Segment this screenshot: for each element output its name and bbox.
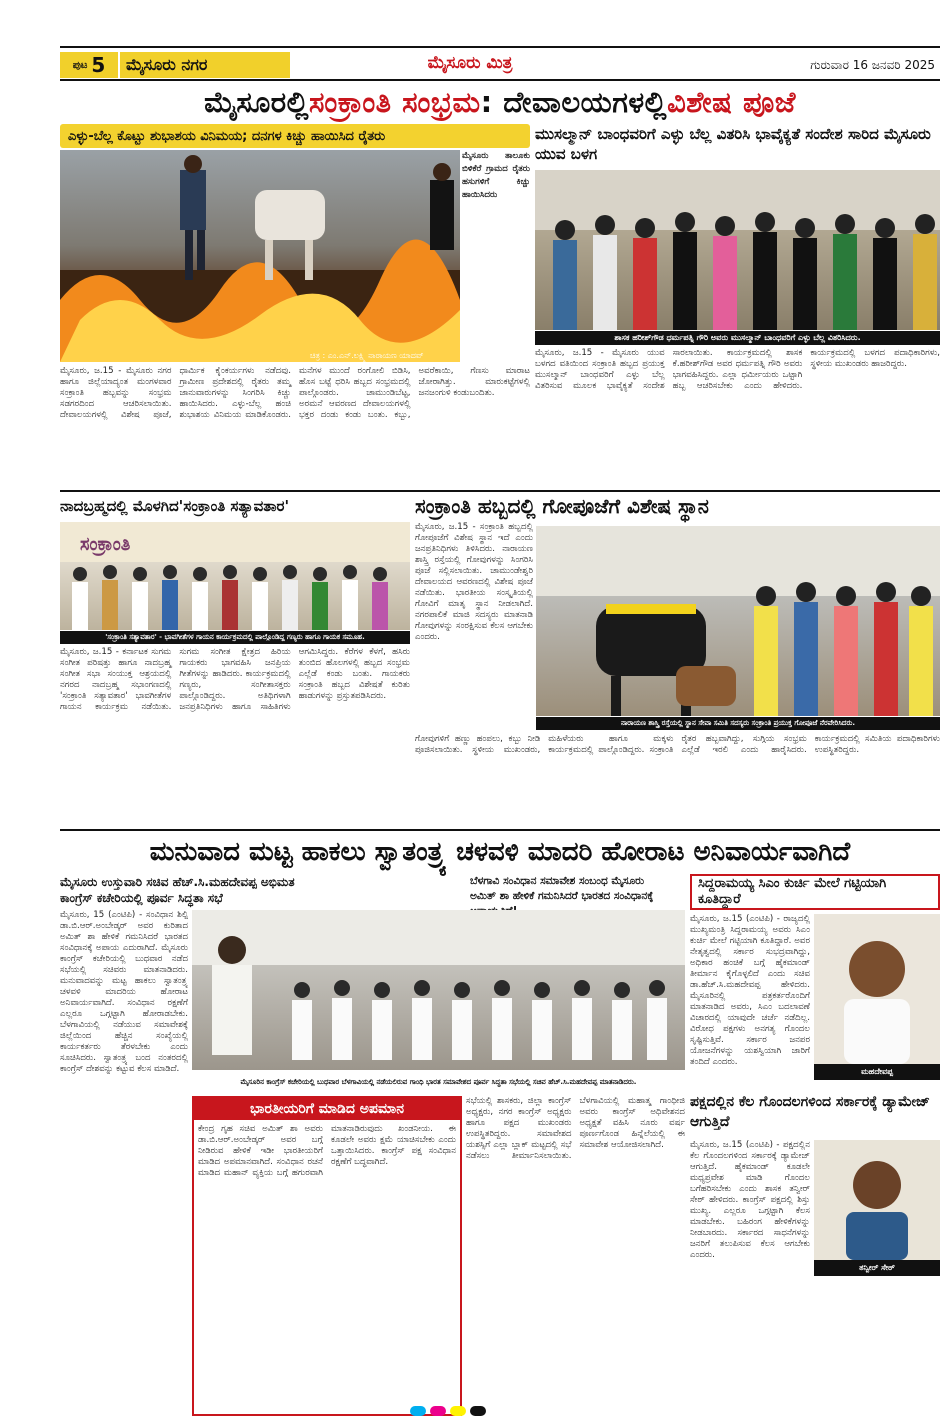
- portrait-illustration: [814, 1140, 940, 1260]
- story5-headline: ಮನುವಾದ ಮಟ್ಟ ಹಾಕಲು ಸ್ವಾತಂತ್ರ್ಯ ಚಳವಳಿ ಮಾದರಿ ಹೋರಾಟ ಅನಿವಾರ್ಯವಾಗಿದೆ: [149, 836, 851, 867]
- yuva-balaga-photo: [535, 170, 940, 330]
- headline-part: : ದೇವಾಲಯಗಳಲ್ಲಿ: [480, 84, 668, 119]
- tanveer-portrait: [814, 1140, 940, 1260]
- page-headline: [60, 82, 940, 122]
- section-name: ಮೈಸೂರು ನಗರ: [120, 52, 290, 78]
- issue-date: ಗುರುವಾರ 16 ಜನವರಿ 2025: [810, 57, 935, 72]
- photo-credit: ಚಿತ್ರ : ಎಂ.ಎನ್.ಲಕ್ಷ್ಮಿ ನಾರಾಯಣ ಯಾದವ್: [310, 351, 424, 360]
- story3-headline-b: 'ಸಂಕ್ರಾಂತಿ ಸತ್ಯಾವತಾರ': [178, 497, 290, 515]
- cow-puja-illustration: [536, 526, 940, 716]
- story4-caption: ನಾರಾಯಣ ಶಾಸ್ತ್ರಿ ರಸ್ತೆಯಲ್ಲಿ ಸ್ಥಾನ ಸೇವಾ ಸಮಿತಿ ಸದಸ್ಯರು ಸಂಕ್ರಾಂತಿ ಪ್ರಯುಕ್ತ ಗೋಪೂಜೆ ನೆರವೇರಿಸಿದರು.: [536, 717, 940, 730]
- magenta-swatch: [430, 1406, 446, 1416]
- story5-body-left: ಮೈಸೂರು, 15 (ಎಂಟಿಪಿ) - ಸಂವಿಧಾನ ಶಿಲ್ಪಿ ಡಾ.ಬಿ.ಆರ್.ಅಂಬೇಡ್ಕರ್ ಅವರ ಕುರಿತಾದ ಅಮಿತ್ ಶಾ ಹೇಳಿಕೆ ಗಮನಿಸಿದರೆ ಭಾರತದ ಸಂವಿಧಾನಕ್ಕೆ ಅಪಾಯ ಎದುರಾಗಿದೆ. ಮೈಸೂರು ಕಾಂಗ್ರೆಸ್ ಕಚೇರಿಯಲ್ಲಿ ಬುಧವಾರ ನಡೆದ ಸಭೆಯಲ್ಲಿ ಸಚಿವರು ಮಾತನಾಡಿದರು. ಮನುವಾದವನ್ನು ಮಟ್ಟ ಹಾಕಲು ಸ್ವಾತಂತ್ರ್ಯ ಚಳವಳಿ ಮಾದರಿಯ ಹೋರಾಟ ಅನಿವಾರ್ಯವಾಗಿದೆ. ಸಂವಿಧಾನ ರಕ್ಷಣೆಗೆ ಎಲ್ಲರೂ ಒಗ್ಗಟ್ಟಾಗಿ ಹೋರಾಡಬೇಕು. ಬೆಳಗಾವಿಯಲ್ಲಿ ನಡೆಯುವ ಸಮಾವೇಶಕ್ಕೆ ಜಿಲ್ಲೆಯಿಂದ ಹೆಚ್ಚಿನ ಸಂಖ್ಯೆಯಲ್ಲಿ ಕಾರ್ಯಕರ್ತರು ತೆರಳಬೇಕು ಎಂದು ಸೂಚಿಸಿದರು. ಸ್ವಾತಂತ್ರ್ಯ ಬಂದ ನಂತರದಲ್ಲಿ ಕಾಂಗ್ರೆಸ್ ದೇಶವನ್ನು ಕಟ್ಟುವ ಕೆಲಸ ಮಾಡಿದೆ.: [60, 910, 188, 1074]
- gopooje-photo: [536, 526, 940, 716]
- story5-sub2: ಬೆಳಗಾವಿ ಸಂವಿಧಾನ ಸಮಾವೇಶ ಸಂಬಂಧ ಮೈಸೂರು: [470, 875, 645, 887]
- story4-headline: ಸಂಕ್ರಾಂತಿ ಹಬ್ಬದಲ್ಲಿ ಗೋಪೂಜೆಗೆ ವಿಶೇಷ ಸ್ಥಾನ: [415, 494, 709, 518]
- story1-body: ಮೈಸೂರು, ಜ.15 - ಮೈಸೂರು ನಗರ ಹಾಗೂ ಜಿಲ್ಲೆಯಾದ್ಯಂತ ಮಂಗಳವಾರ ಸಂಕ್ರಾಂತಿ ಹಬ್ಬವನ್ನು ಸಂಭ್ರಮ ಸಡಗರದಿಂದ ಆಚರಿಸಲಾಯಿತು. ದೇವಾಲಯಗಳಲ್ಲಿ ವಿಶೇಷ ಪೂಜೆ, ಧಾರ್ಮಿಕ ಕೈಂಕರ್ಯಗಳು ನಡೆದವು. ಗ್ರಾಮೀಣ ಪ್ರದೇಶದಲ್ಲಿ ರೈತರು ತಮ್ಮ ಜಾನುವಾರುಗಳನ್ನು ಸಿಂಗರಿಸಿ ಕಿಚ್ಚು ಹಾಯಿಸಿದರು. ಎಳ್ಳು-ಬೆಲ್ಲ ಹಂಚಿ ಶುಭಾಶಯ ವಿನಿಮಯ ಮಾಡಿಕೊಂಡರು. ಮನೆಗಳ ಮುಂದೆ ರಂಗೋಲಿ ಬಿಡಿಸಿ, ಹೊಸ ಬಟ್ಟೆ ಧರಿಸಿ ಹಬ್ಬದ ಸಂಭ್ರಮದಲ್ಲಿ ಪಾಲ್ಗೊಂಡರು. ಚಾಮುಂಡಿಬೆಟ್ಟ, ಅರಮನೆ ಆವರಣದ ದೇವಾಲಯಗಳಲ್ಲಿ ಭಕ್ತರ ದಂಡು ಕಂಡು ಬಂತು. ಕಬ್ಬು, ಅವರೆಕಾಯಿ, ಗೆಣಸು ಮಾರಾಟ ಜೋರಾಗಿತ್ತು. ಮಾರುಕಟ್ಟೆಗಳಲ್ಲಿ ಜನಜಂಗುಳಿ ಕಂಡುಬಂದಿತು.: [60, 366, 530, 420]
- page-label: ಪುಟ: [72, 59, 88, 71]
- story1-side-caption: ಮೈಸೂರು ತಾಲೂಕು ಬಿಳಿಕೆರೆ ಗ್ರಾಮದ ರೈತರು ಹಸುಗಳಿಗೆ ಕಿಚ್ಚು ಹಾಯಿಸಿದರು: [462, 151, 530, 200]
- fire-festival-photo: [60, 150, 460, 362]
- story5-sub4: ಅಮಿತ್ ಶಾ ಹೇಳಿಕೆ ಗಮನಿಸಿದರೆ ಭಾರತದ ಸಂವಿಧಾನಕ್ಕೆ: [470, 890, 654, 902]
- congress-meeting-photo: [192, 910, 685, 1070]
- fire-festival-illustration: [60, 150, 460, 362]
- story3-headline: [60, 492, 410, 520]
- story2-body: ಮೈಸೂರು, ಜ.15 - ಮೈಸೂರು ಯುವ ಬಳಗದ ವತಿಯಿಂದ ಸಂಕ್ರಾಂತಿ ಹಬ್ಬದ ಪ್ರಯುಕ್ತ ಮುಸಲ್ಮಾನ್ ಬಾಂಧವರಿಗೆ ಎಳ್ಳು ಬೆಲ್ಲ ವಿತರಿಸುವ ಮೂಲಕ ಭಾವೈಕ್ಯತೆ ಸಂದೇಶ ಸಾರಲಾಯಿತು. ಕಾರ್ಯಕ್ರಮದಲ್ಲಿ ಶಾಸಕ ಕೆ.ಹರೀಶ್‌ಗೌಡ ಅವರ ಧರ್ಮಪತ್ನಿ ಗೌರಿ ಅವರು ಭಾಗವಹಿಸಿದ್ದರು. ಎಲ್ಲಾ ಧರ್ಮೀಯರು ಒಟ್ಟಾಗಿ ಹಬ್ಬ ಆಚರಿಸಬೇಕು ಎಂದು ಹೇಳಿದರು. ಕಾರ್ಯಕ್ರಮದಲ್ಲಿ ಬಳಗದ ಪದಾಧಿಕಾರಿಗಳು, ಸ್ಥಳೀಯ ಮುಖಂಡರು ಹಾಜರಿದ್ದರು.: [535, 348, 940, 391]
- story5-sub3: ಕಾಂಗ್ರೆಸ್ ಕಚೇರಿಯಲ್ಲಿ ಪೂರ್ವ ಸಿದ್ಧತಾ ಸಭೆ: [60, 891, 223, 905]
- page-number: [60, 52, 118, 78]
- headline-part: ವಿಶೇಷ ಪೂಜೆ: [667, 84, 796, 119]
- black-swatch: [470, 1406, 486, 1416]
- story5-caption: ಮೈಸೂರಿನ ಕಾಂಗ್ರೆಸ್ ಕಚೇರಿಯಲ್ಲಿ ಬುಧವಾರ ಬೆಳಗಾವಿಯಲ್ಲಿ ನಡೆಯಲಿರುವ ಗಾಂಧಿ ಭಾರತ ಸಮಾವೇಶದ ಪೂರ್ವ ಸಿದ್ಧತಾ ಸಭೆಯಲ್ಲಿ ಸಚಿವ ಹೆಚ್.ಸಿ.ಮಹದೇವಪ್ಪ ಮಾತನಾಡಿದರು.: [240, 1078, 637, 1086]
- banner-text: ಸಂಕ್ರಾಂತಿ: [80, 534, 131, 555]
- story5-subhead-right: [470, 874, 685, 906]
- story1-kicker: ಎಳ್ಳು-ಬೆಲ್ಲ ಕೊಟ್ಟು ಶುಭಾಶಯ ವಿನಿಮಯ; ದನಗಳ ಕಿಚ್ಚು ಹಾಯಿಸಿದ ರೈತರು: [60, 124, 530, 148]
- story3-headline-a: ನಾದಬ್ರಹ್ಮದಲ್ಲಿ ಮೊಳಗಿದ: [60, 497, 179, 515]
- tanveer-name: ತನ್ವೀರ್ ಸೇಠ್: [814, 1260, 940, 1276]
- mahadevappa-portrait: [814, 914, 940, 1064]
- story6-headline: ಸಿದ್ದರಾಮಯ್ಯ ಸಿಎಂ ಕುರ್ಚಿ ಮೇಲೆ ಗಟ್ಟಿಯಾಗಿ ಕೂತಿದ್ದಾರೆ: [690, 874, 940, 910]
- masthead: [0, 0, 945, 80]
- concert-illustration: [60, 522, 410, 630]
- story3-body: ಮೈಸೂರು, ಜ.15 - ಕರ್ನಾಟಕ ಸುಗಮ ಸಂಗೀತ ಪರಿಷತ್ತು ಹಾಗೂ ನಾದಬ್ರಹ್ಮ ಸಂಗೀತ ಸಭಾ ಸಂಯುಕ್ತ ಆಶ್ರಯದಲ್ಲಿ ನಗರದ ನಾದಬ್ರಹ್ಮ ಸಭಾಂಗಣದಲ್ಲಿ 'ಸಂಕ್ರಾಂತಿ ಸತ್ಯಾವತಾರ' ಭಾವಗೀತೆಗಳ ಗಾಯನ ಕಾರ್ಯಕ್ರಮ ನಡೆಯಿತು. ಸುಗಮ ಸಂಗೀತ ಕ್ಷೇತ್ರದ ಹಿರಿಯ ಗಾಯಕರು ಭಾಗವಹಿಸಿ ಜನಪ್ರಿಯ ಗೀತೆಗಳನ್ನು ಹಾಡಿದರು. ಕಾರ್ಯಕ್ರಮದಲ್ಲಿ ಗಣ್ಯರು, ಸಂಗೀತಾಸಕ್ತರು ಪಾಲ್ಗೊಂಡಿದ್ದರು. ಅತಿಥಿಗಳಾಗಿ ಜನಪ್ರತಿನಿಧಿಗಳು ಹಾಗೂ ಸಾಹಿತಿಗಳು ಆಗಮಿಸಿದ್ದರು. ಕೆರೆಗಳ ಕೆಳಗೆ, ಹಸಿರು ತುಂಬಿದ ಹೊಲಗಳಲ್ಲಿ ಹಬ್ಬದ ಸಂಭ್ರಮ ಎಲ್ಲೆಡೆ ಕಂಡು ಬಂತು. ಗಾಯಕರು ಸಂಕ್ರಾಂತಿ ಹಬ್ಬದ ವಿಶೇಷತೆ ಕುರಿತು ಹಾಡುಗಳನ್ನು ಪ್ರಸ್ತುತಪಡಿಸಿದರು.: [60, 647, 410, 712]
- yellow-swatch: [450, 1406, 466, 1416]
- story5-body-mid: ಸಭೆಯಲ್ಲಿ ಶಾಸಕರು, ಜಿಲ್ಲಾ ಕಾಂಗ್ರೆಸ್ ಅಧ್ಯಕ್ಷರು, ನಗರ ಕಾಂಗ್ರೆಸ್ ಅಧ್ಯಕ್ಷರು ಹಾಗೂ ಪಕ್ಷದ ಮುಖಂಡರು ಉಪಸ್ಥಿತರಿದ್ದರು. ಸಮಾವೇಶದ ಯಶಸ್ಸಿಗೆ ಎಲ್ಲಾ ಬ್ಲಾಕ್ ಮಟ್ಟದಲ್ಲಿ ಸಭೆ ನಡೆಸಲು ತೀರ್ಮಾನಿಸಲಾಯಿತು. ಬೆಳಗಾವಿಯಲ್ಲಿ ಮಹಾತ್ಮ ಗಾಂಧೀಜಿ ಅವರು ಕಾಂಗ್ರೆಸ್ ಅಧಿವೇಶನದ ಅಧ್ಯಕ್ಷತೆ ವಹಿಸಿ ನೂರು ವರ್ಷ ಪೂರ್ಣಗೊಂಡ ಹಿನ್ನೆಲೆಯಲ್ಲಿ ಈ ಸಮಾವೇಶ ಆಯೋಜಿಸಲಾಗಿದೆ.: [466, 1096, 685, 1161]
- story2-caption: ಶಾಸಕ ಹರೀಶ್‌ಗೌಡ ಧರ್ಮಪತ್ನಿ ಗೌರಿ ಅವರು ಮುಸಲ್ಮಾನ್ ಬಾಂಧವರಿಗೆ ಎಳ್ಳು ಬೆಲ್ಲ ವಿತರಿಸಿದರು.: [535, 331, 940, 345]
- cyan-swatch: [410, 1406, 426, 1416]
- page-no: 5: [91, 53, 106, 77]
- story4-body-left: ಮೈಸೂರು, ಜ.15 - ಸಂಕ್ರಾಂತಿ ಹಬ್ಬದಲ್ಲಿ ಗೋಪೂಜೆಗೆ ವಿಶೇಷ ಸ್ಥಾನ ಇದೆ ಎಂದು ಜನಪ್ರತಿನಿಧಿಗಳು ತಿಳಿಸಿದರು. ನಾರಾಯಣ ಶಾಸ್ತ್ರಿ ರಸ್ತೆಯಲ್ಲಿ ಗೋವುಗಳನ್ನು ಸಿಂಗರಿಸಿ ಪೂಜೆ ಸಲ್ಲಿಸಲಾಯಿತು. ಚಾಮುಂಡೇಶ್ವರಿ ದೇವಾಲಯದ ಆವರಣದಲ್ಲಿ ವಿಶೇಷ ಪೂಜೆ ನಡೆಯಿತು. ಭಾರತೀಯ ಸಂಸ್ಕೃತಿಯಲ್ಲಿ ಗೋವಿಗೆ ಮಾತೃ ಸ್ಥಾನ ನೀಡಲಾಗಿದೆ. ನಗರಪಾಲಿಕೆ ಮಾಜಿ ಸದಸ್ಯರು ಮಾತನಾಡಿ ಗೋವುಗಳನ್ನು ಸಂರಕ್ಷಿಸುವ ಕೆಲಸ ಆಗಬೇಕು ಎಂದರು.: [415, 522, 533, 642]
- concert-photo: [60, 522, 410, 630]
- headline-part: ಸಂಕ್ರಾಂತಿ ಸಂಭ್ರಮ: [309, 84, 481, 119]
- headline-part: ಮೈಸೂರಲ್ಲಿ: [204, 84, 310, 119]
- story5-subhead-left: [60, 874, 470, 906]
- group-photo-illustration: [535, 170, 940, 330]
- divider: [60, 79, 940, 81]
- story6-body: ಮೈಸೂರು, ಜ.15 (ಎಂಟಿಪಿ) - ರಾಜ್ಯದಲ್ಲಿ ಮುಖ್ಯಮಂತ್ರಿ ಸಿದ್ದರಾಮಯ್ಯ ಅವರು ಸಿಎಂ ಕುರ್ಚಿ ಮೇಲೆ ಗಟ್ಟಿಯಾಗಿ ಕೂತಿದ್ದಾರೆ. ಅವರ ನೇತೃತ್ವದಲ್ಲಿ ಸರ್ಕಾರ ಸುಭದ್ರವಾಗಿದ್ದು, ಅಧಿಕಾರ ಹಂಚಿಕೆ ಬಗ್ಗೆ ಹೈಕಮಾಂಡ್ ತೀರ್ಮಾನ ಕೈಗೊಳ್ಳಲಿದೆ ಎಂದು ಸಚಿವ ಡಾ.ಹೆಚ್.ಸಿ.ಮಹದೇವಪ್ಪ ಹೇಳಿದರು. ಮೈಸೂರಿನಲ್ಲಿ ಪತ್ರಕರ್ತರೊಂದಿಗೆ ಮಾತನಾಡಿದ ಅವರು, ಸಿಎಂ ಬದಲಾವಣೆ ವಿಚಾರದಲ್ಲಿ ಯಾವುದೇ ಚರ್ಚೆ ನಡೆದಿಲ್ಲ. ವಿರೋಧ ಪಕ್ಷಗಳು ಅನಗತ್ಯ ಗೊಂದಲ ಸೃಷ್ಟಿಸುತ್ತಿವೆ. ಸರ್ಕಾರ ಜನಪರ ಯೋಜನೆಗಳನ್ನು ಯಶಸ್ವಿಯಾಗಿ ಜಾರಿಗೆ ತಂದಿದೆ ಎಂದರು.: [690, 914, 810, 1067]
- story3-caption: 'ಸಂಕ್ರಾಂತಿ ಸತ್ಯಾವತಾರ' - ಭಾವಗೀತೆಗಳ ಗಾಯನ ಕಾರ್ಯಕ್ರಮದಲ್ಲಿ ಪಾಲ್ಗೊಂಡಿದ್ದ ಗಣ್ಯರು ಹಾಗೂ ಗಾಯಕ ಸಮೂಹ.: [60, 631, 410, 644]
- registration-marks: [410, 1404, 486, 1418]
- story2-headline: ಮುಸಲ್ಮಾನ್ ಬಾಂಧವರಿಗೆ ಎಳ್ಳು ಬೆಲ್ಲ ವಿತರಿಸಿ ಭಾವೈಕ್ಯತೆ ಸಂದೇಶ ಸಾರಿದ ಮೈಸೂರು ಯುವ ಬಳಗ: [535, 125, 931, 163]
- divider: [60, 829, 940, 831]
- story5-box-body: ಕೇಂದ್ರ ಗೃಹ ಸಚಿವ ಅಮಿತ್ ಶಾ ಅವರು ಡಾ.ಬಿ.ಆರ್.ಅಂಬೇಡ್ಕರ್ ಅವರ ಬಗ್ಗೆ ನೀಡಿರುವ ಹೇಳಿಕೆ ಇಡೀ ಭಾರತೀಯರಿಗೆ ಮಾಡಿದ ಅಪಮಾನವಾಗಿದೆ. ಸಂವಿಧಾನ ರಚನೆ ಮಾಡಿದ ಮಹಾನ್ ವ್ಯಕ್ತಿಯ ಬಗ್ಗೆ ಹಗುರವಾಗಿ ಮಾತನಾಡಿರುವುದು ಖಂಡನೀಯ. ಈ ಕೂಡಲೇ ಅವರು ಕ್ಷಮೆ ಯಾಚಿಸಬೇಕು ಎಂದು ಒತ್ತಾಯಿಸಿದರು. ಕಾಂಗ್ರೆಸ್ ಪಕ್ಷ ಸಂವಿಧಾನ ರಕ್ಷಣೆಗೆ ಬದ್ಧವಾಗಿದೆ.: [198, 1124, 456, 1178]
- story5-box-title: ಭಾರತೀಯರಿಗೆ ಮಾಡಿದ ಅಪಮಾನ: [194, 1098, 460, 1120]
- story4-body-right: ಗೋವುಗಳಿಗೆ ಹಣ್ಣು ಹಂಪಲು, ಕಬ್ಬು ನೀಡಿ ಪೂಜಿಸಲಾಯಿತು. ಸ್ಥಳೀಯ ಮುಖಂಡರು, ಮಹಿಳೆಯರು ಹಾಗೂ ಮಕ್ಕಳು ಕಾರ್ಯಕ್ರಮದಲ್ಲಿ ಪಾಲ್ಗೊಂಡಿದ್ದರು. ಸಂಕ್ರಾಂತಿ ರೈತರ ಹಬ್ಬವಾಗಿದ್ದು, ಸುಗ್ಗಿಯ ಸಂಭ್ರಮ ಎಲ್ಲೆಡೆ ಇರಲಿ ಎಂದು ಹಾರೈಸಿದರು. ಕಾರ್ಯಕ್ರಮದಲ್ಲಿ ಸಮಿತಿಯ ಪದಾಧಿಕಾರಿಗಳು ಉಪಸ್ಥಿತರಿದ್ದರು.: [415, 734, 940, 755]
- portrait-illustration: [814, 914, 940, 1064]
- story7-headline: ಪಕ್ಷದಲ್ಲಿನ ಕೆಲ ಗೊಂದಲಗಳಿಂದ ಸರ್ಕಾರಕ್ಕೆ ಡ್ಯಾಮೇಜ್ ಆಗುತ್ತಿದೆ: [690, 1094, 930, 1130]
- story5-box: [192, 1096, 462, 1416]
- story7-body: ಮೈಸೂರು, ಜ.15 (ಎಂಟಿಪಿ) - ಪಕ್ಷದಲ್ಲಿನ ಕೆಲ ಗೊಂದಲಗಳಿಂದ ಸರ್ಕಾರಕ್ಕೆ ಡ್ಯಾಮೇಜ್ ಆಗುತ್ತಿದೆ. ಹೈಕಮಾಂಡ್ ಕೂಡಲೇ ಮಧ್ಯಪ್ರವೇಶ ಮಾಡಿ ಗೊಂದಲ ಬಗೆಹರಿಸಬೇಕು ಎಂದು ಶಾಸಕ ತನ್ವೀರ್ ಸೇಠ್ ಹೇಳಿದರು. ಕಾಂಗ್ರೆಸ್ ಪಕ್ಷದಲ್ಲಿ ಶಿಸ್ತು ಮುಖ್ಯ. ಎಲ್ಲರೂ ಒಗ್ಗಟ್ಟಾಗಿ ಕೆಲಸ ಮಾಡಬೇಕು. ಬಹಿರಂಗ ಹೇಳಿಕೆಗಳನ್ನು ನೀಡಬಾರದು. ಸರ್ಕಾರದ ಸಾಧನೆಗಳನ್ನು ಜನರಿಗೆ ತಲುಪಿಸುವ ಕೆಲಸ ಆಗಬೇಕು ಎಂದರು.: [690, 1140, 810, 1260]
- story5-sub1: ಮೈಸೂರು ಉಸ್ತುವಾರಿ ಸಚಿವ ಹೆಚ್.ಸಿ.ಮಹದೇವಪ್ಪ ಅಭಿಮತ: [60, 875, 295, 889]
- paper-logo: ಮೈಸೂರು ಮಿತ್ರ: [427, 53, 513, 73]
- mahadevappa-name: ಮಹದೇವಪ್ಪ: [814, 1064, 940, 1080]
- meeting-illustration: [192, 910, 685, 1070]
